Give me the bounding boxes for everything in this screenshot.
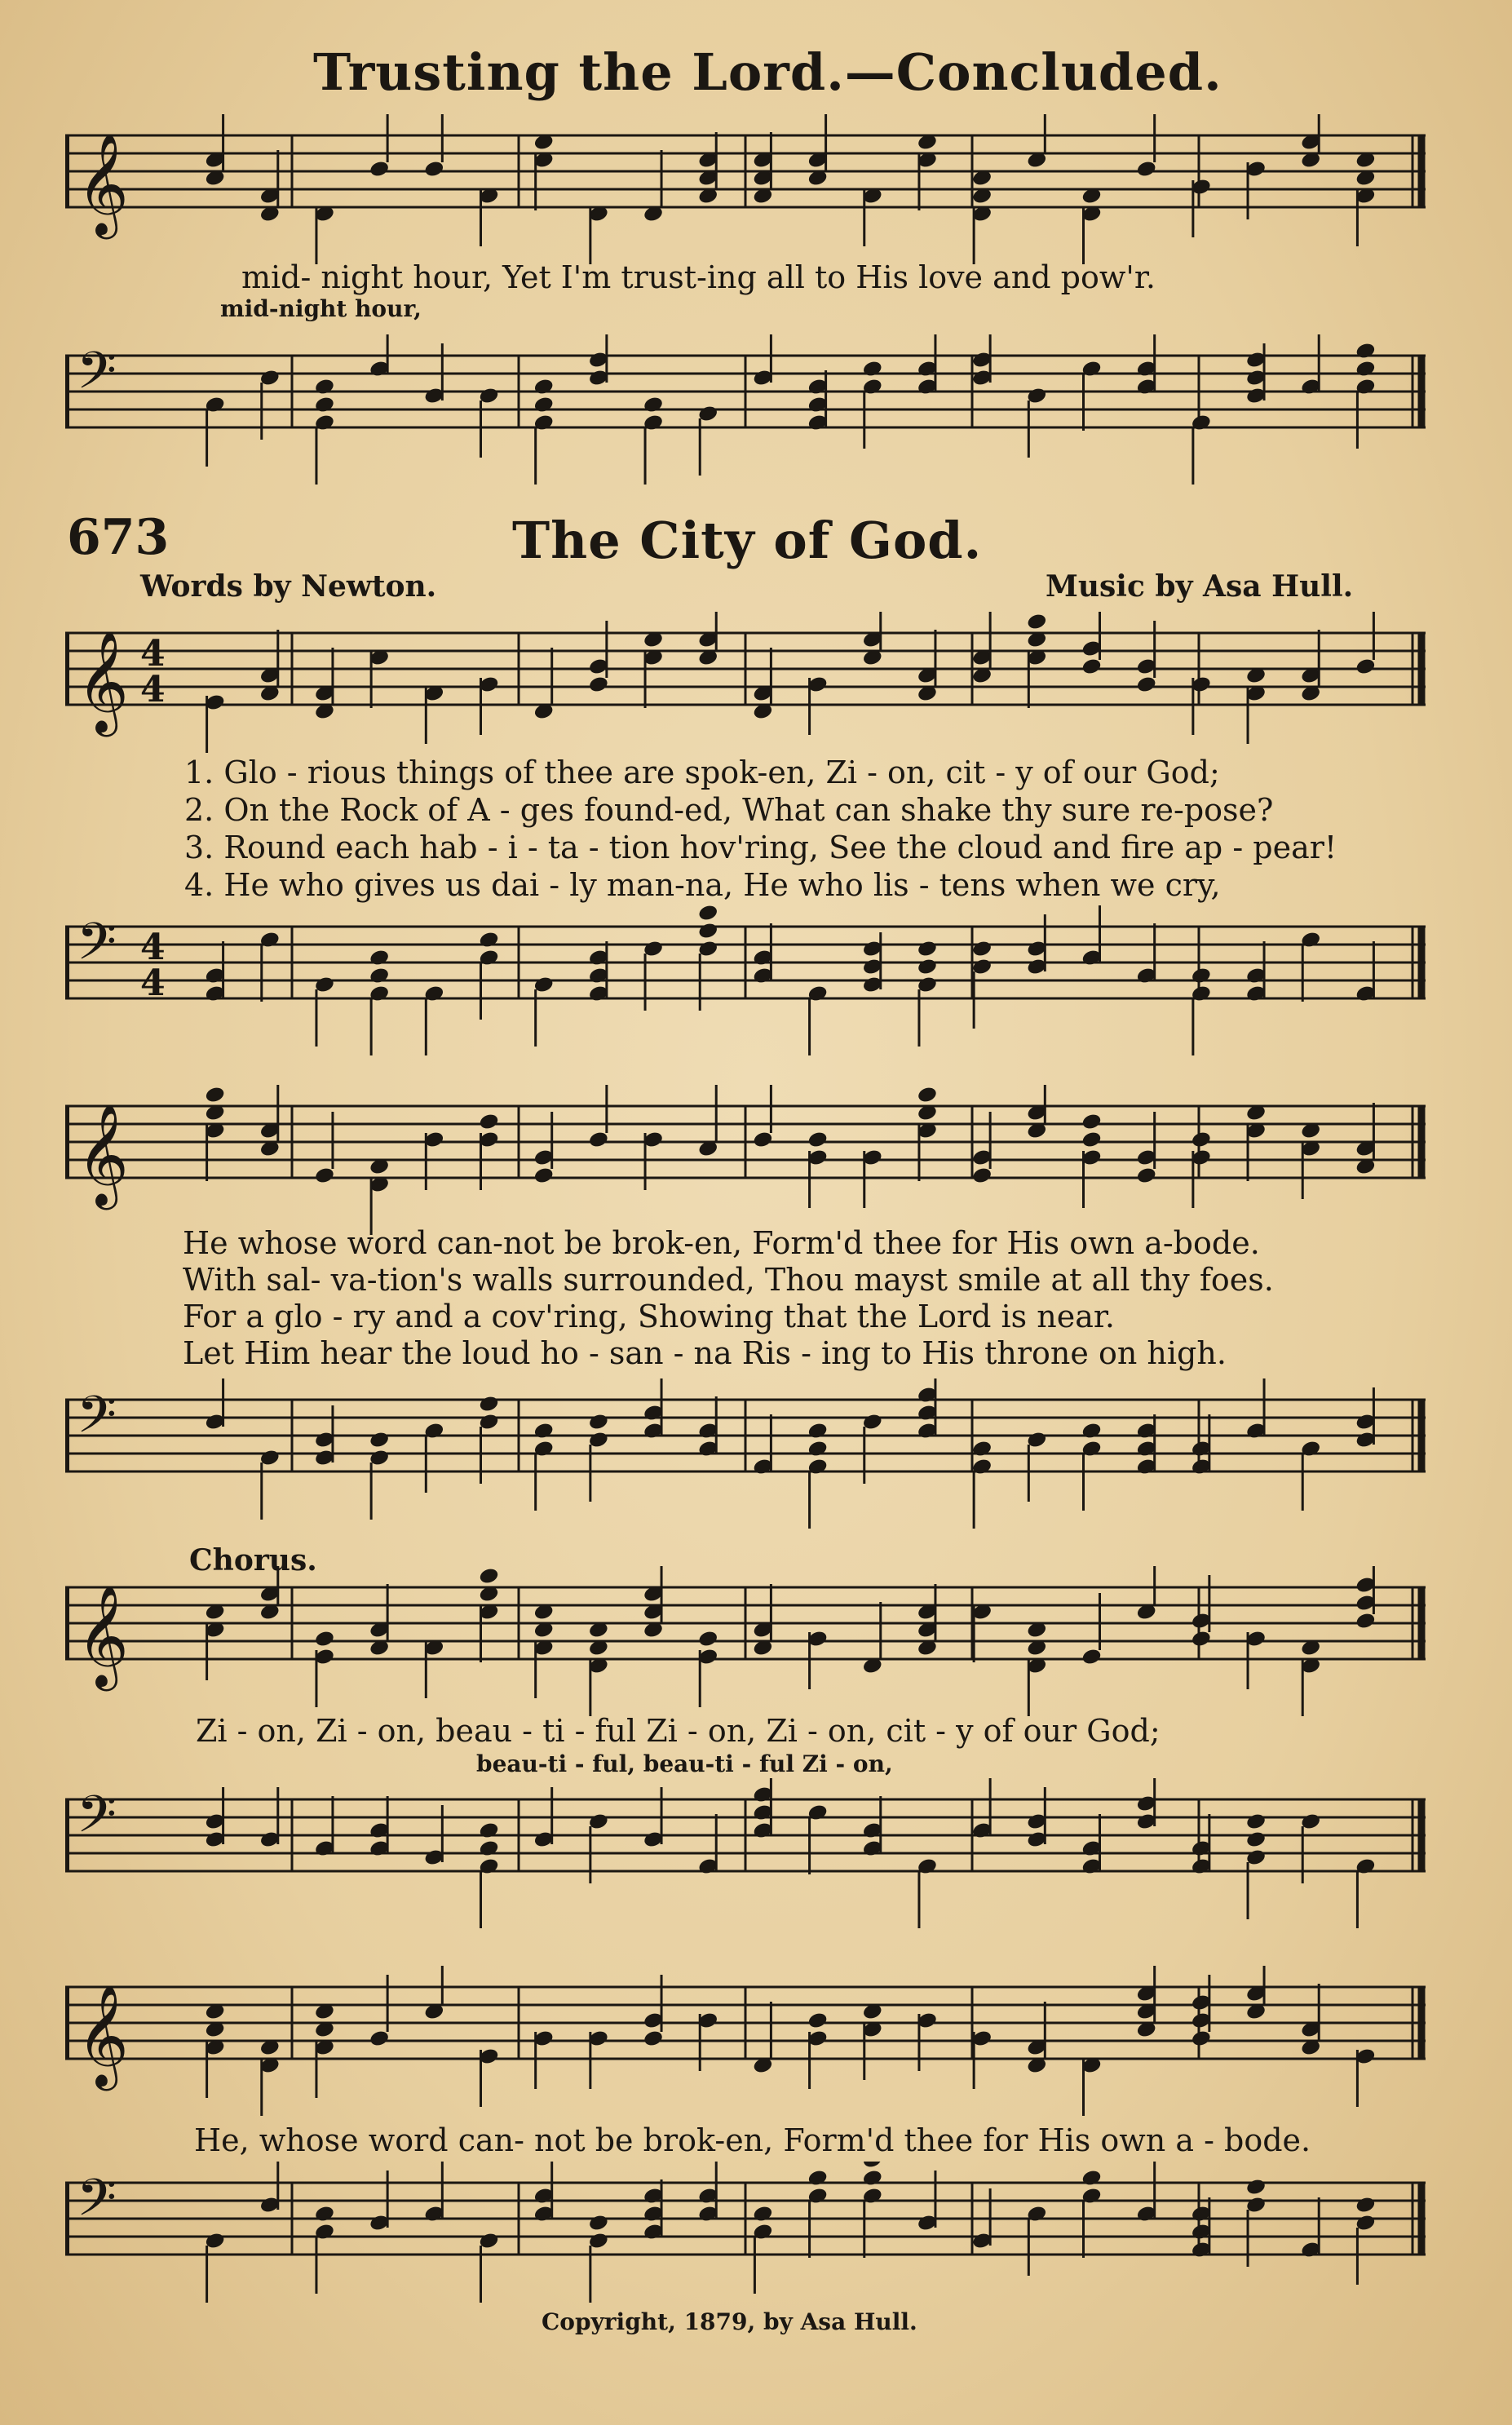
page-title: Trusting the Lord.—Concluded. (313, 42, 1222, 102)
note-head (1081, 1113, 1102, 1131)
staff-lines (65, 1784, 1426, 1871)
note-head (917, 958, 938, 976)
music-system-4-treble (65, 1566, 1426, 1721)
music-system-5-treble (65, 1966, 1426, 2121)
note-head (862, 2169, 883, 2188)
note-head (697, 905, 718, 922)
note-head (533, 396, 555, 414)
note-head (314, 1166, 335, 1185)
music-system-3-treble (65, 1085, 1426, 1240)
note-head (533, 1422, 555, 1440)
note-head (1191, 967, 1212, 985)
note-head (478, 1395, 499, 1414)
chorus-label: Chorus. (189, 1543, 317, 1578)
note-head (1026, 613, 1047, 631)
note-head (1245, 1830, 1267, 1849)
verse-3-line-1: 3. Round each hab - i - ta - tion hov'ring, See the cloud and fire ap - pear! (184, 830, 1337, 865)
verse-4-line-2: Let Him hear the loud ho - san - na Ris - ing to His throne on high. (183, 1335, 1227, 1371)
chorus-lyric-1: Zi - on, Zi - on, beau - ti - ful Zi - on, Zi - on, cit - y of our God; (196, 1713, 1161, 1749)
staff-lines (65, 1985, 1426, 2091)
note-head (205, 1086, 226, 1104)
note-head (1355, 360, 1376, 378)
note-head (369, 2029, 390, 2048)
note-head (752, 2205, 773, 2224)
note-head (1355, 2196, 1376, 2215)
note-head (478, 931, 499, 949)
treble-clef-icon: 𝄞 (77, 1104, 129, 1206)
chorus-lyric-2: He, whose word can- not be brok-en, Form'd thee for His own a - bode. (194, 2122, 1311, 2158)
note-head (1355, 342, 1376, 361)
note-head (1136, 160, 1157, 179)
note-head (369, 1431, 390, 1449)
hymn-title: The City of God. (512, 511, 983, 570)
note-head (588, 675, 609, 694)
verses-block-1 (184, 754, 1337, 904)
note-head (314, 2205, 335, 2224)
time-signature-bottom: 4 (140, 669, 166, 710)
note-head (1191, 2029, 1212, 2048)
note-head (314, 396, 335, 414)
note-head (478, 1567, 499, 1586)
note-head (643, 2029, 664, 2048)
note-head (478, 1821, 499, 1840)
note-head (1245, 1812, 1267, 1831)
note-head (478, 1113, 499, 1131)
note-head (533, 378, 555, 396)
music-system-3-bass (65, 1378, 1426, 1533)
note-head (862, 360, 883, 378)
alt-lyric: mid-night hour, (220, 295, 422, 322)
music-system-1-treble (65, 114, 1426, 277)
note-head (1136, 1166, 1157, 1185)
note-head (423, 160, 444, 179)
time-signature-bottom: 4 (140, 962, 166, 1004)
verse-2-line-2: With sal- va-tion's walls surrounded, Thou mayst smile at all thy foes. (183, 1262, 1274, 1298)
note-head (807, 1131, 829, 1149)
note-head (917, 940, 938, 958)
note-head (588, 1131, 609, 1149)
note-head (369, 967, 390, 985)
music-system-4-bass (65, 1778, 1426, 1933)
treble-clef-icon: 𝄞 (77, 133, 129, 235)
note-head (917, 1086, 938, 1104)
verse-4-line-1: 4. He who gives us dai - ly man-na, He who lis - tens when we cry, (184, 867, 1221, 903)
verse-1-line-1: 1. Glo - rious things of thee are spok-en, Zi - on, cit - y of our God; (184, 754, 1220, 790)
note-head (807, 2011, 829, 2030)
note-head (588, 2214, 609, 2233)
note-head (369, 949, 390, 967)
note-head (478, 1839, 499, 1858)
staff-lines (65, 631, 1426, 737)
time-signature-top: 4 (140, 927, 166, 968)
note-head (971, 1440, 993, 1458)
note-head (1081, 2169, 1102, 2188)
staff-lines (65, 1585, 1426, 1691)
bass-clef-icon: 𝄢 (77, 911, 117, 984)
note-head (1191, 1131, 1212, 1149)
note-head (314, 1630, 335, 1648)
note-head (1081, 657, 1102, 676)
chorus-alt-lyric: beau-ti - ful, beau-ti - ful Zi - on, (476, 1750, 893, 1777)
note-head (1081, 1422, 1102, 1440)
note-head (971, 940, 993, 958)
verse-2-line-1: 2. On the Rock of A - ges found-ed, What can shake thy sure re-pose? (184, 792, 1274, 828)
words-credit: Words by Newton. (140, 569, 437, 604)
verses-block-2 (183, 1225, 1274, 1372)
note-head (807, 1422, 829, 1440)
note-head (807, 1440, 829, 1458)
lyric-line: mid- night hour, Yet I'm trust-ing all to His love and pow'r. (241, 259, 1156, 295)
note-head (1355, 657, 1376, 676)
time-signature-top: 4 (140, 633, 166, 675)
bass-clef-icon: 𝄢 (77, 1784, 117, 1856)
music-system-2-bass (65, 905, 1426, 1060)
note-head (1191, 1630, 1212, 1648)
copyright: Copyright, 1879, by Asa Hull. (542, 2308, 917, 2335)
staff-lines (65, 911, 1426, 1004)
note-head (862, 2162, 883, 2169)
note-head (314, 378, 335, 396)
staff-lines (65, 1104, 1426, 1210)
music-system-2-treble (65, 612, 1426, 767)
note-head (807, 2169, 829, 2188)
staff-lines (65, 133, 1426, 239)
note-head (533, 1166, 555, 1185)
note-head (697, 1630, 718, 1648)
note-head (752, 1131, 773, 1149)
note-head (369, 160, 390, 179)
hymn-number: 673 (67, 509, 170, 566)
music-system-1-bass (65, 334, 1426, 498)
bass-clef-icon: 𝄢 (77, 340, 117, 413)
treble-clef-icon: 𝄞 (77, 1985, 129, 2086)
bass-clef-icon: 𝄢 (77, 2167, 117, 2240)
treble-clef-icon: 𝄞 (77, 1585, 129, 1687)
note-head (588, 1413, 609, 1432)
music-credit: Music by Asa Hull. (1046, 569, 1354, 604)
note-head (697, 922, 718, 940)
verse-3-line-2: For a glo - ry and a cov'ring, Showing that the Lord is near. (183, 1299, 1115, 1334)
note-head (1136, 675, 1157, 694)
verse-1-line-2: He whose word can-not be brok-en, Form'd thee for His own a-bode. (183, 1225, 1260, 1261)
note-head (1081, 1131, 1102, 1149)
note-head (1355, 1612, 1376, 1631)
treble-clef-icon: 𝄞 (77, 631, 129, 732)
note-head (1245, 2178, 1267, 2197)
note-head (971, 1166, 993, 1185)
music-system-5-bass (65, 2162, 1426, 2317)
note-head (643, 396, 664, 414)
note-head (1081, 1648, 1102, 1666)
bass-clef-icon: 𝄢 (77, 1384, 117, 1457)
